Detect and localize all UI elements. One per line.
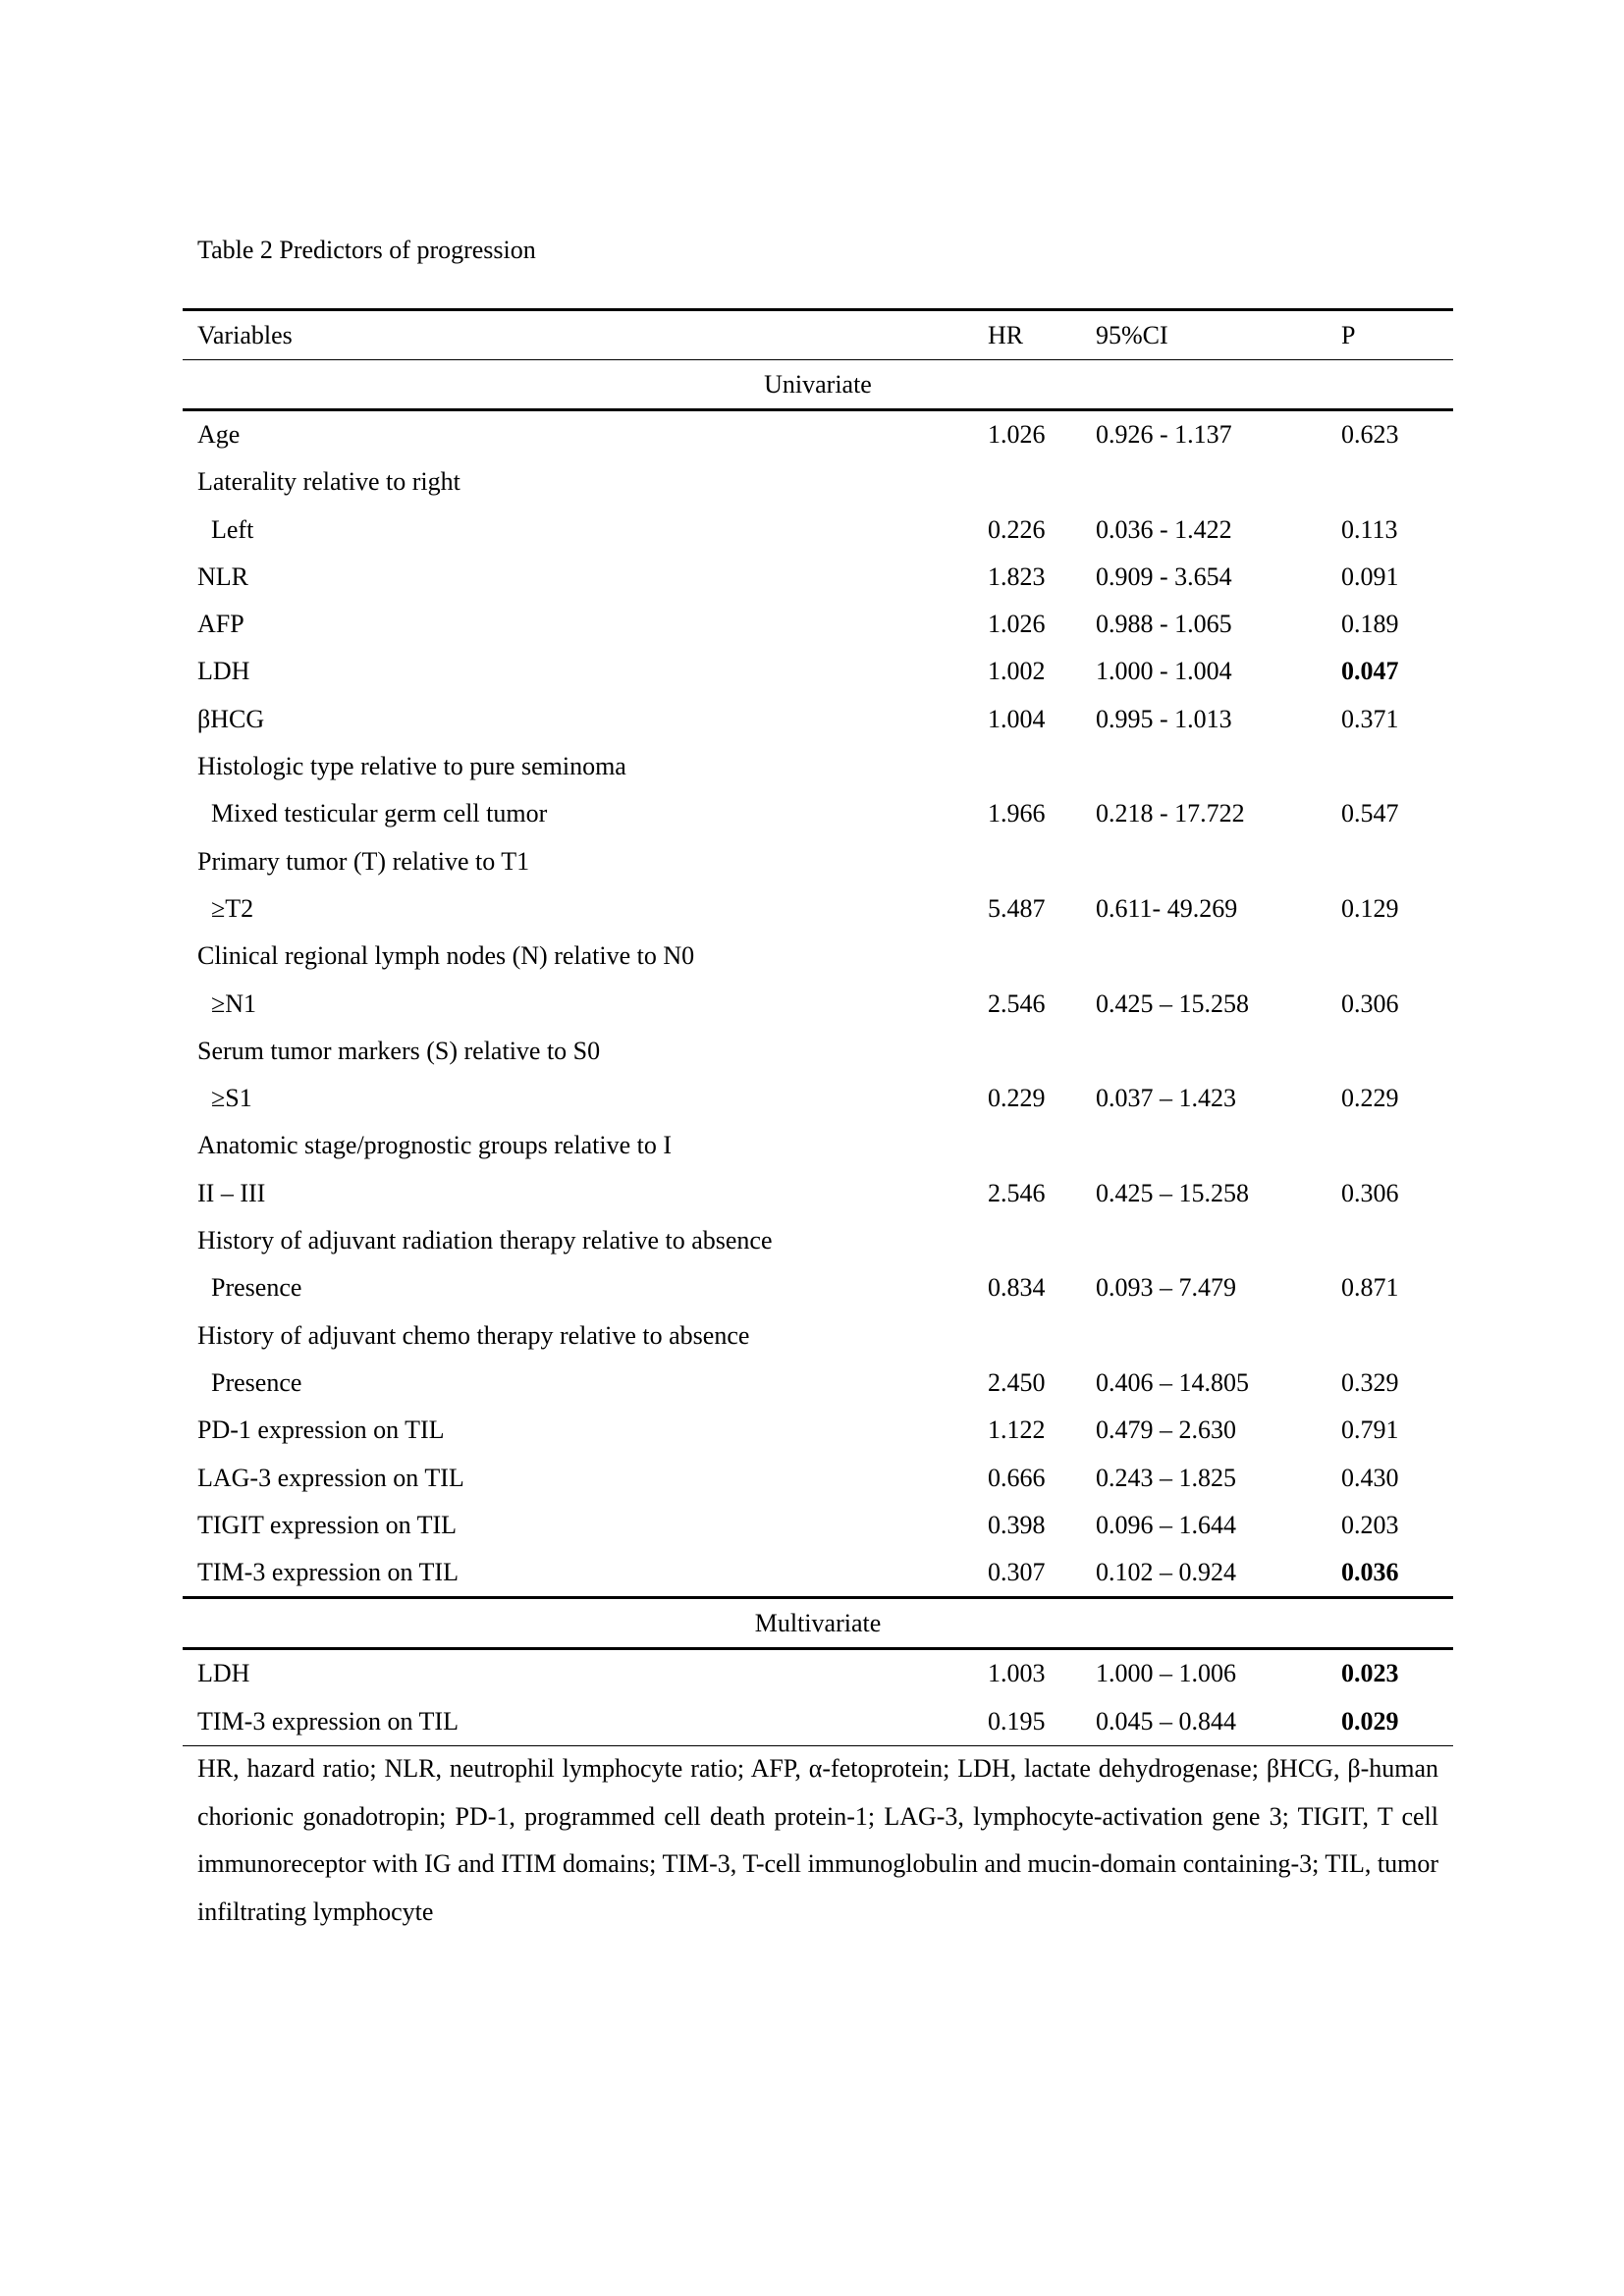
variable-cell: NLR xyxy=(197,561,248,591)
table-row xyxy=(183,1360,1453,1407)
variable-cell: βHCG xyxy=(197,704,265,733)
table-row xyxy=(183,1649,1453,1698)
ci-cell: 0.218 - 17.722 xyxy=(1096,799,1245,828)
hr-cell: 0.398 xyxy=(988,1510,1046,1539)
p-value-cell: 0.189 xyxy=(1341,610,1399,639)
p-value-cell xyxy=(1341,1028,1453,1075)
table-row xyxy=(183,1698,1453,1746)
column-header-hr: HR xyxy=(988,321,1024,349)
column-header-variables: Variables xyxy=(197,321,293,349)
table-row xyxy=(183,1075,1453,1122)
hr-cell: 1.823 xyxy=(988,561,1046,591)
p-value-cell: 0.203 xyxy=(1341,1510,1399,1539)
hr-cell xyxy=(988,743,1096,790)
hr-cell xyxy=(988,1122,1096,1169)
table-row xyxy=(183,885,1453,933)
ci-cell: 0.909 - 3.654 xyxy=(1096,561,1232,591)
ci-cell: 0.988 - 1.065 xyxy=(1096,610,1232,639)
variable-cell: ≥S1 xyxy=(211,1084,252,1113)
variable-cell: Age xyxy=(197,420,241,449)
hr-cell: 1.122 xyxy=(988,1415,1046,1445)
table-header-row xyxy=(183,310,1453,360)
ci-cell: 0.037 – 1.423 xyxy=(1096,1084,1236,1113)
table-row xyxy=(183,1549,1453,1598)
hr-cell: 5.487 xyxy=(988,893,1046,923)
table-row xyxy=(183,1028,1453,1075)
ci-cell xyxy=(1096,1122,1341,1169)
hr-cell: 1.004 xyxy=(988,704,1046,733)
table-footnote: HR, hazard ratio; NLR, neutrophil lymphocyte ratio; AFP, α-fetoprotein; LDH, lactate dehydrogenase; βHCG, β-human chorionic gonadotropin; PD-1, programmed cell death protein-1; LAG-3, lymphocyte-activation gene 3; TIGIT, T cell immunoreceptor with IG and ITIM domains; TIM-3, T-cell immunoglobulin and mucin-domain containing-3; TIL, tumor infiltrating lymphocyte xyxy=(197,1754,1438,1926)
variable-cell: Serum tumor markers (S) relative to S0 xyxy=(197,1036,601,1065)
table-row xyxy=(183,458,1453,506)
ci-cell: 0.406 – 14.805 xyxy=(1096,1367,1249,1397)
variable-cell: PD-1 expression on TIL xyxy=(197,1415,445,1445)
variable-cell: TIM-3 expression on TIL xyxy=(197,1558,459,1587)
p-value-cell xyxy=(1341,458,1453,506)
ci-cell: 0.102 – 0.924 xyxy=(1096,1558,1236,1587)
p-value-cell xyxy=(1341,838,1453,885)
p-value-cell xyxy=(1341,1122,1453,1169)
column-header-ci: 95%CI xyxy=(1096,321,1168,349)
hr-cell: 0.195 xyxy=(988,1698,1096,1746)
variable-cell: History of adjuvant chemo therapy relative to absence xyxy=(197,1320,750,1350)
hr-cell xyxy=(988,458,1096,506)
table-row xyxy=(183,981,1453,1028)
p-value-cell: 0.306 xyxy=(1341,988,1399,1018)
ci-cell: 0.479 – 2.630 xyxy=(1096,1415,1236,1445)
hr-cell: 0.226 xyxy=(988,514,1046,544)
table-row xyxy=(183,1264,1453,1311)
ci-cell: 1.000 – 1.006 xyxy=(1096,1659,1236,1688)
p-value-cell xyxy=(1341,933,1453,980)
table-row xyxy=(183,1455,1453,1502)
ci-cell xyxy=(1096,933,1341,980)
ci-cell: 0.243 – 1.825 xyxy=(1096,1463,1236,1492)
hr-cell: 0.834 xyxy=(988,1273,1046,1303)
ci-cell: 0.036 - 1.422 xyxy=(1096,514,1232,544)
hr-cell: 0.307 xyxy=(988,1558,1046,1587)
p-value-cell: 0.791 xyxy=(1341,1415,1399,1445)
table-body xyxy=(183,360,1453,1746)
p-value-cell: 0.129 xyxy=(1341,893,1399,923)
column-header-p: P xyxy=(1341,321,1356,349)
p-value-cell: 0.023 xyxy=(1341,1659,1399,1688)
hr-cell xyxy=(988,1217,1096,1264)
ci-cell: 0.045 – 0.844 xyxy=(1096,1698,1341,1746)
hr-cell: 0.666 xyxy=(988,1463,1046,1492)
variable-cell: Anatomic stage/prognostic groups relative to I xyxy=(197,1131,673,1160)
variable-cell: Primary tumor (T) relative to T1 xyxy=(197,846,530,876)
variable-cell: ≥N1 xyxy=(211,988,257,1018)
hr-cell: 2.546 xyxy=(988,1178,1046,1207)
hr-cell xyxy=(988,838,1096,885)
hr-cell: 1.003 xyxy=(988,1659,1046,1688)
p-value-cell: 0.091 xyxy=(1341,561,1399,591)
hr-cell: 2.450 xyxy=(988,1367,1046,1397)
section-label: Univariate xyxy=(183,360,1453,410)
p-value-cell: 0.430 xyxy=(1341,1463,1399,1492)
p-value-cell: 0.047 xyxy=(1341,657,1399,686)
ci-cell xyxy=(1096,838,1341,885)
variable-cell: Clinical regional lymph nodes (N) relative to N0 xyxy=(197,941,695,971)
variable-cell: Mixed testicular germ cell tumor xyxy=(211,799,548,828)
p-value-cell: 0.229 xyxy=(1341,1084,1399,1113)
p-value-cell xyxy=(1341,1217,1453,1264)
table-row xyxy=(183,410,1453,459)
table-caption: Table 2 Predictors of progression xyxy=(197,236,536,264)
p-value-cell: 0.623 xyxy=(1341,420,1399,449)
ci-cell xyxy=(1096,1312,1341,1360)
table-row xyxy=(183,696,1453,743)
p-value-cell xyxy=(1341,743,1453,790)
p-value-cell: 0.029 xyxy=(1341,1698,1453,1746)
ci-cell: 0.425 – 15.258 xyxy=(1096,1178,1249,1207)
table-row xyxy=(183,933,1453,980)
section-row xyxy=(183,1598,1453,1649)
table-row xyxy=(183,601,1453,648)
hr-cell xyxy=(988,1312,1096,1360)
variable-cell: Left xyxy=(211,514,254,544)
hr-cell: 0.229 xyxy=(988,1084,1046,1113)
table-row xyxy=(183,1122,1453,1169)
hr-cell: 1.026 xyxy=(988,610,1046,639)
ci-cell: 0.093 – 7.479 xyxy=(1096,1273,1236,1303)
variable-cell: Presence xyxy=(211,1273,302,1303)
p-value-cell xyxy=(1341,1312,1453,1360)
ci-cell xyxy=(1096,458,1341,506)
variable-cell: LAG-3 expression on TIL xyxy=(197,1463,464,1492)
table-row xyxy=(183,743,1453,790)
table-row xyxy=(183,790,1453,837)
table-row xyxy=(183,1502,1453,1549)
variable-cell: History of adjuvant radiation therapy relative to absence xyxy=(197,1226,773,1255)
table-row xyxy=(183,1312,1453,1360)
hr-cell xyxy=(988,1028,1096,1075)
hr-cell: 1.026 xyxy=(988,420,1046,449)
hr-cell: 1.002 xyxy=(988,657,1046,686)
p-value-cell: 0.329 xyxy=(1341,1367,1399,1397)
variable-cell: ≥T2 xyxy=(211,893,254,923)
variable-cell: TIGIT expression on TIL xyxy=(197,1510,458,1539)
ci-cell: 0.425 – 15.258 xyxy=(1096,988,1249,1018)
variable-cell: TIM-3 expression on TIL xyxy=(183,1698,988,1746)
table-row xyxy=(183,1407,1453,1454)
ci-cell: 0.995 - 1.013 xyxy=(1096,704,1232,733)
p-value-cell: 0.871 xyxy=(1341,1273,1399,1303)
predictors-table xyxy=(183,308,1453,1746)
table-row xyxy=(183,507,1453,554)
variable-cell: LDH xyxy=(197,657,250,686)
p-value-cell: 0.113 xyxy=(1341,514,1398,544)
ci-cell xyxy=(1096,1217,1341,1264)
p-value-cell: 0.547 xyxy=(1341,799,1399,828)
variable-cell: Laterality relative to right xyxy=(197,467,460,497)
variable-cell: Histologic type relative to pure seminoma xyxy=(197,752,626,781)
ci-cell: 0.611- 49.269 xyxy=(1096,893,1238,923)
variable-cell: AFP xyxy=(197,610,244,639)
table-row xyxy=(183,648,1453,695)
hr-cell: 2.546 xyxy=(988,988,1046,1018)
ci-cell: 0.096 – 1.644 xyxy=(1096,1510,1236,1539)
p-value-cell: 0.371 xyxy=(1341,704,1399,733)
ci-cell xyxy=(1096,743,1341,790)
section-row xyxy=(183,360,1453,410)
hr-cell: 1.966 xyxy=(988,799,1046,828)
hr-cell xyxy=(988,933,1096,980)
ci-cell xyxy=(1096,1028,1341,1075)
table-row xyxy=(183,838,1453,885)
variable-cell: LDH xyxy=(197,1659,250,1688)
table-row xyxy=(183,554,1453,601)
ci-cell: 0.926 - 1.137 xyxy=(1096,420,1232,449)
p-value-cell: 0.036 xyxy=(1341,1558,1399,1587)
table-row xyxy=(183,1170,1453,1217)
ci-cell: 1.000 - 1.004 xyxy=(1096,657,1232,686)
table-row xyxy=(183,1217,1453,1264)
variable-cell: Presence xyxy=(211,1367,302,1397)
section-label: Multivariate xyxy=(183,1598,1453,1649)
variable-cell: II – III xyxy=(197,1178,266,1207)
p-value-cell: 0.306 xyxy=(1341,1178,1399,1207)
